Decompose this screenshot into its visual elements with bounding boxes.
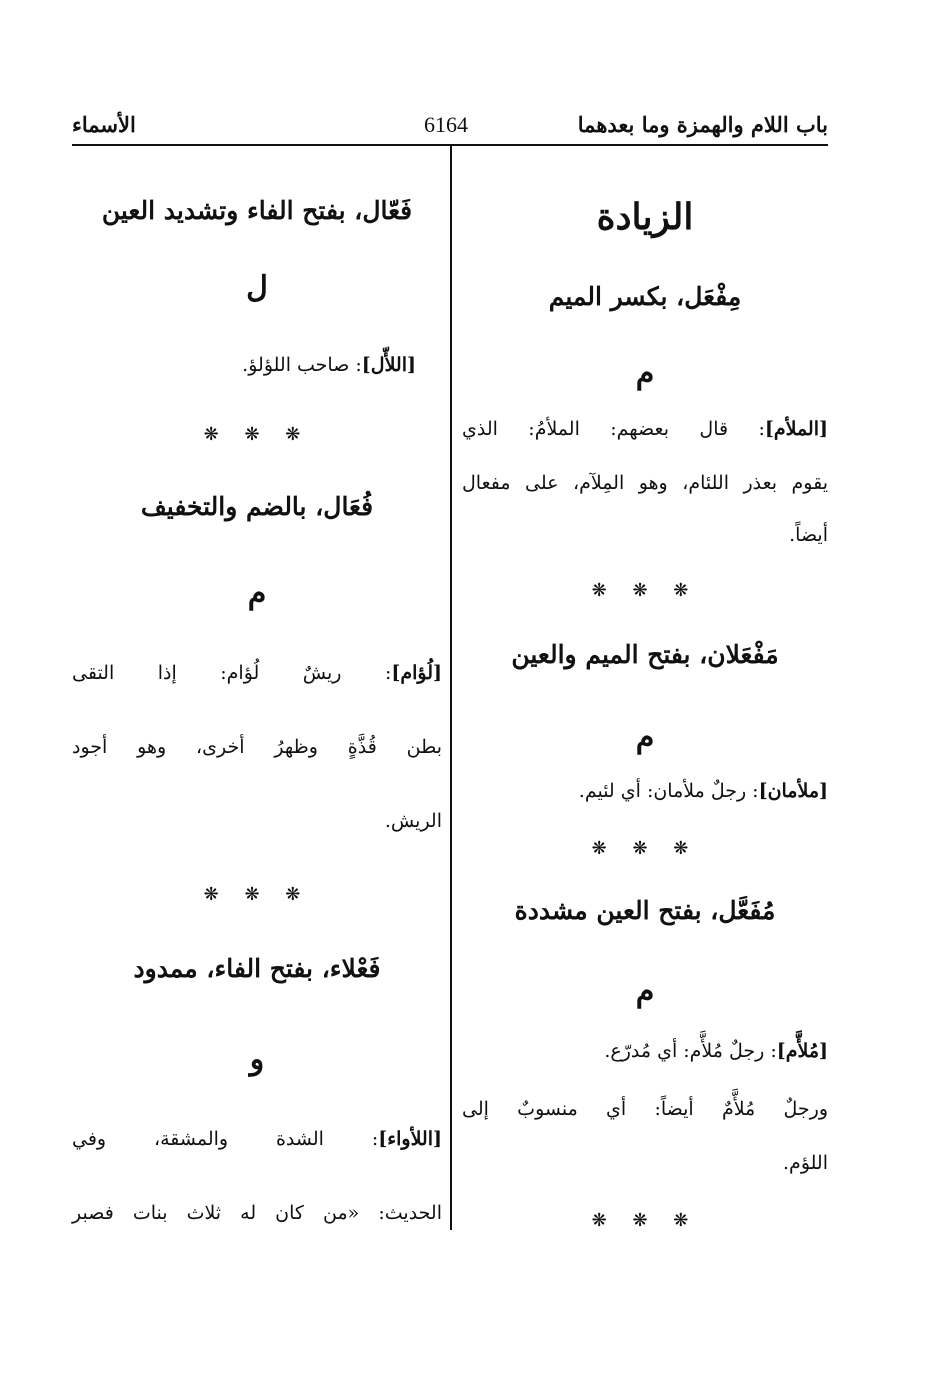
page-header	[72, 108, 828, 146]
entry-text: : صاحب اللؤلؤ.	[242, 354, 362, 376]
section-title: الأسماء	[72, 112, 136, 137]
root-letter: ل	[246, 270, 268, 305]
entry-line: اللؤم.	[783, 1152, 828, 1174]
root-letter: م	[247, 576, 267, 611]
entry-line	[72, 1128, 442, 1150]
entry-line: الريش.	[384, 810, 442, 832]
entry-line: الحديث: «من كان له ثلاث بنات فصبر	[72, 1202, 442, 1224]
pattern-heading: مَفْعَلان، بفتح الميم والعين	[511, 640, 779, 669]
entry-text: : رجلٌ مُلأَّم: أي مُدرّع.	[604, 1040, 777, 1062]
entry-headword: [الملأم]	[764, 418, 828, 440]
entry-line	[462, 780, 828, 802]
pattern-heading: مِفْعَل، بكسر الميم	[548, 282, 742, 311]
entry-line: يقوم بعذر اللئام، وهو المِلآم، على مفعال	[462, 472, 828, 494]
root-letter: م	[635, 720, 655, 755]
entry-text: : الشدة والمشقة، وفي	[72, 1128, 379, 1150]
separator-stars: ❋ ❋ ❋	[203, 884, 311, 905]
separator-stars: ❋ ❋ ❋	[591, 580, 699, 601]
entry-headword: [لُؤام]	[391, 662, 442, 684]
column-divider	[450, 146, 452, 1230]
entry-headword: [اللأّل]	[361, 354, 416, 376]
entry-line	[72, 662, 442, 684]
root-letter: م	[635, 356, 655, 391]
entry-line: ورجلٌ مُلأَّمٌ أيضاً: أي منسوبٌ إلى	[462, 1098, 828, 1120]
entry-line	[462, 418, 828, 440]
pattern-heading: مُفَعَّل، بفتح العين مشددة	[514, 896, 776, 925]
separator-stars: ❋ ❋ ❋	[591, 838, 699, 859]
entry-line: بطن قُذَّةٍ وظهرُ أخرى، وهو أجود	[72, 736, 442, 758]
pattern-heading: فَعْلاء، بفتح الفاء، ممدود	[133, 954, 381, 983]
entry-headword: [ملأمان]	[758, 780, 828, 802]
pattern-heading: فُعَال، بالضم والتخفيف	[140, 492, 374, 521]
entry-line	[462, 1040, 828, 1062]
entry-headword: [مُلأَّم]	[776, 1040, 828, 1062]
entry-text: : رجلٌ ملأمان: أي لئيم.	[578, 780, 759, 802]
entry-line: أيضاً.	[789, 524, 828, 546]
page-number: 6164	[424, 112, 468, 137]
entry-text: : ريشٌ لُؤام: إذا التقى	[72, 662, 392, 684]
entry-line	[72, 354, 442, 376]
root-letter: م	[635, 974, 655, 1009]
pattern-heading: فَعّال، بفتح الفاء وتشديد العين	[101, 196, 413, 225]
entry-text: : قال بعضهم: الملأمُ: الذي	[462, 418, 765, 440]
separator-stars: ❋ ❋ ❋	[203, 424, 311, 445]
section-title-main: الزيادة	[596, 196, 694, 238]
entry-headword: [اللأواء]	[378, 1128, 442, 1150]
separator-stars: ❋ ❋ ❋	[591, 1210, 699, 1231]
chapter-title: باب اللام والهمزة وما بعدهما	[577, 112, 828, 137]
root-letter: و	[249, 1042, 265, 1077]
